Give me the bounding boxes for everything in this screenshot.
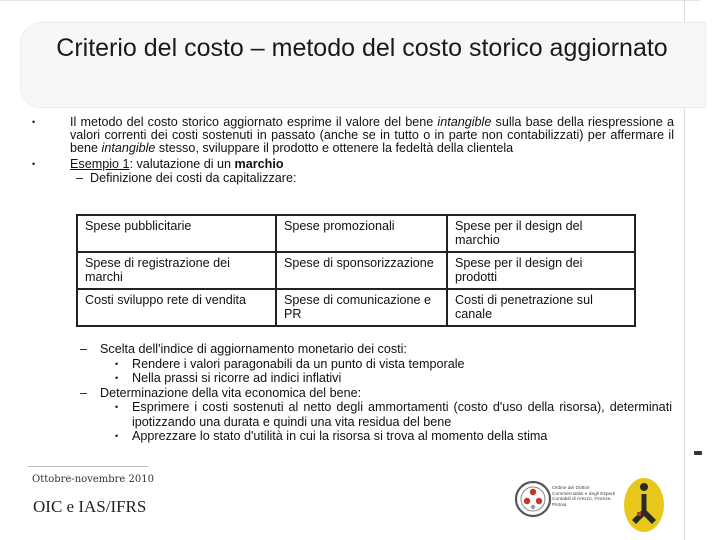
list-bullet: • — [115, 358, 119, 369]
list-bullet: • — [115, 402, 119, 412]
shield-emblem-icon — [622, 476, 666, 534]
table-cell: Spese di registrazione dei marchi — [77, 252, 276, 289]
table-cell: Spese per il design dei prodotti — [447, 252, 635, 289]
footer-brand: OIC e IAS/IFRS — [33, 497, 147, 516]
method-text-italic-2: intangible — [101, 140, 156, 155]
list-dash: – — [80, 385, 88, 400]
odcec-logo-text: Ordine dei Dottori Commercialisti e degli Esperti Contabili di Arezzo, Firenze, Pistoia — [552, 486, 616, 508]
lower-list — [80, 342, 672, 444]
table-cell: Costi di penetrazione sul canale — [447, 289, 635, 326]
bullet-marker: • — [32, 117, 36, 127]
table-cell: Costi sviluppo rete di vendita — [77, 289, 276, 326]
bullet-item-method — [32, 116, 674, 155]
slide-top-border — [0, 0, 700, 19]
list-bullet: • — [115, 431, 119, 441]
bullet-item-example — [32, 158, 674, 171]
table-row — [77, 252, 635, 289]
example-bold: marchio — [234, 156, 284, 171]
method-text-c: stesso, sviluppare il prodotto e ottenere la fedeltà della clientela — [155, 140, 514, 155]
sub-dash: – — [76, 170, 84, 185]
odcec-logo — [513, 478, 616, 525]
table-cell: Spese di comunicazione e PR — [276, 289, 447, 326]
sub-item-costs — [32, 172, 674, 185]
list-item-text: Scelta dell'indice di aggiornamento monetario dei costi: — [100, 342, 407, 356]
list-subitem — [80, 357, 672, 372]
bullet-marker: • — [32, 158, 36, 169]
list-subitem — [80, 371, 672, 386]
table-cell: Spese promozionali — [276, 215, 447, 252]
list-subitem-text: Nella prassi si ricorre ad indici inflativi — [132, 371, 342, 385]
footer-divider — [28, 466, 148, 467]
list-subitem-text: Apprezzare lo stato d'utilità in cui la risorsa si trova al momento della stima — [132, 429, 548, 443]
list-item-index — [80, 342, 672, 357]
list-subitem — [80, 400, 672, 429]
table-cell: Spese di sponsorizzazione — [276, 252, 447, 289]
brand-emblem-logo — [622, 476, 666, 539]
list-item-life — [80, 386, 672, 401]
costs-table — [76, 214, 636, 327]
method-text-a: Il metodo del costo storico aggiornato esprime il valore del bene — [70, 115, 438, 129]
sub-item-text: Definizione dei costi da capitalizzare: — [90, 170, 297, 185]
list-dash: – — [80, 342, 88, 356]
odcec-emblem-icon — [513, 478, 553, 520]
slide-corner-mark — [694, 451, 702, 455]
table-row — [77, 289, 635, 326]
list-item-text: Determinazione della vita economica del bene: — [100, 385, 362, 400]
bullet-list — [32, 116, 674, 185]
list-subitem-text: Rendere i valori paragonabili da un punto di vista temporale — [132, 356, 465, 371]
list-subitem-text: Esprimere i costi sostenuti al netto degli ammortamenti (costo d'uso della risorsa), determinati ipotizzando una durata e quindi una vita residua del bene — [132, 400, 672, 429]
table-row — [77, 215, 635, 252]
table-cell: Spese per il design del marchio — [447, 215, 635, 252]
example-link[interactable]: Esempio 1 — [70, 156, 130, 171]
slide-title: Criterio del costo – metodo del costo storico aggiornato — [56, 34, 668, 62]
method-text-italic: intangible — [437, 115, 492, 129]
list-bullet: • — [115, 373, 119, 383]
list-subitem — [80, 429, 672, 444]
example-text: : valutazione di un — [129, 156, 235, 171]
table-cell: Spese pubblicitarie — [77, 215, 276, 252]
footer-date: Ottobre-novembre 2010 — [32, 474, 154, 485]
method-text-b: sulla base della riespressione a valori correnti dei costi sostenuti in passato (anche se in tutto o in parte non contabilizzati) per affermare il bene — [70, 115, 674, 155]
